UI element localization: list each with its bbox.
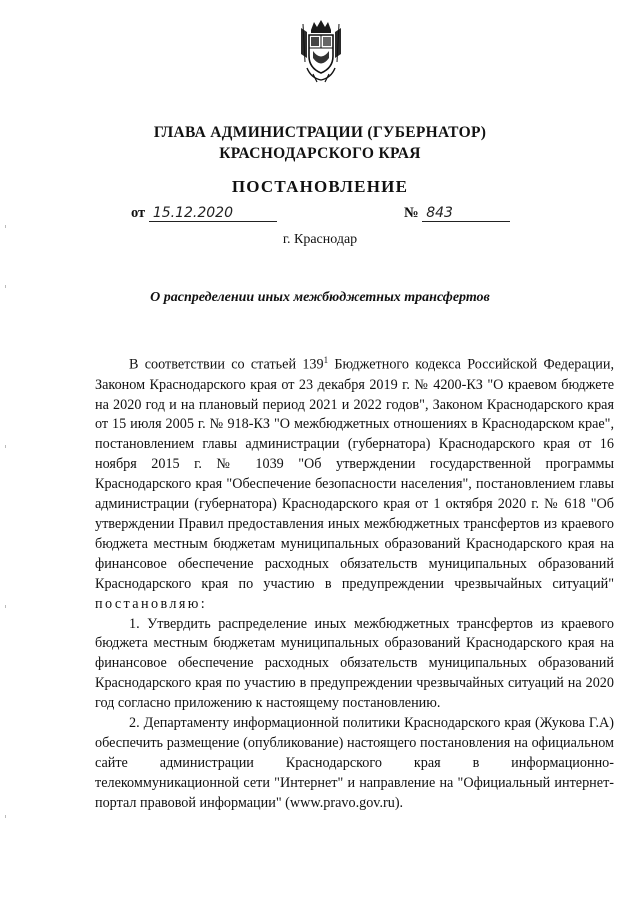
number-prefix: №	[404, 205, 419, 221]
document-date	[131, 205, 277, 222]
body-item-2: 2. Департаменту информационной политики Краснодарского края (Жукова Г.А) обеспечить размещение (опубликование) настоящего постановления на официальном сайте администрации Краснодарского края в информационно-телекоммуникационной сети "Интернет" и направление на "Официальный интернет-портал правовой информации" (www.pravo.gov.ru).	[95, 715, 614, 811]
document-type: ПОСТАНОВЛЕНИЕ	[231, 177, 409, 196]
body-intro-paragraph	[95, 351, 614, 615]
scan-edge-marks	[5, 225, 7, 825]
document-number	[404, 205, 510, 222]
date-value: 15.12.2020	[149, 205, 277, 222]
number-value: 843	[422, 205, 510, 222]
document-title: О распределении иных межбюджетных трансфертов	[150, 290, 490, 305]
intro-text-part1: В соответствии со статьей 139	[129, 356, 324, 373]
intro-superscript: 1	[323, 355, 329, 365]
header-line-2: КРАСНОДАРСКОГО КРАЯ	[219, 145, 421, 162]
body-item-1: 1. Утвердить распределение иных межбюджетных трансфертов из краевого бюджета местным бюджетам муниципальных образований Краснодарского края на финансовое обеспечение расходных обязательств муниципальных образований Краснодарского края по участию в предупреждении чрезвычайных ситуаций на 2020 год согласно приложению к настоящему постановлению.	[95, 615, 614, 712]
intro-decree-word: постановляю:	[95, 595, 208, 612]
date-prefix: от	[131, 205, 146, 221]
coat-of-arms-icon	[297, 18, 345, 84]
document-body	[95, 351, 614, 814]
intro-text-part2: Бюджетного кодекса Российской Федерации, Законом Краснодарского края от 23 декабря 2019 г. № 4200-КЗ "О краевом бюджете на 2020 год и на плановый период 2021 и 2022 годов", Законом Краснодарского края от 15 июля 2005 г. № 918-КЗ "О межбюджетных отношениях в Краснодарском крае", постановлением главы администрации (губернатора) Краснодарского края от 16 ноября 2015 г. № 1039 "Об утверждении государственной программы Краснодарского края "Обеспечение безопасности населения", постановлением главы администрации (губернатора) Краснодарского края от 1 октября 2020 г. № 618 "Об утверждении Правил предоставления иных межбюджетных трансфертов из краевого бюджета местным бюджетам муниципальных образований Краснодарского края на финансовое обеспечение расходных обязательств муниципальных образований Краснодарского края по участию в предупреждении чрезвычайных ситуаций"	[95, 356, 614, 592]
document-city: г. Краснодар	[282, 232, 358, 247]
header-line-1: ГЛАВА АДМИНИСТРАЦИИ (ГУБЕРНАТОР)	[153, 124, 487, 141]
